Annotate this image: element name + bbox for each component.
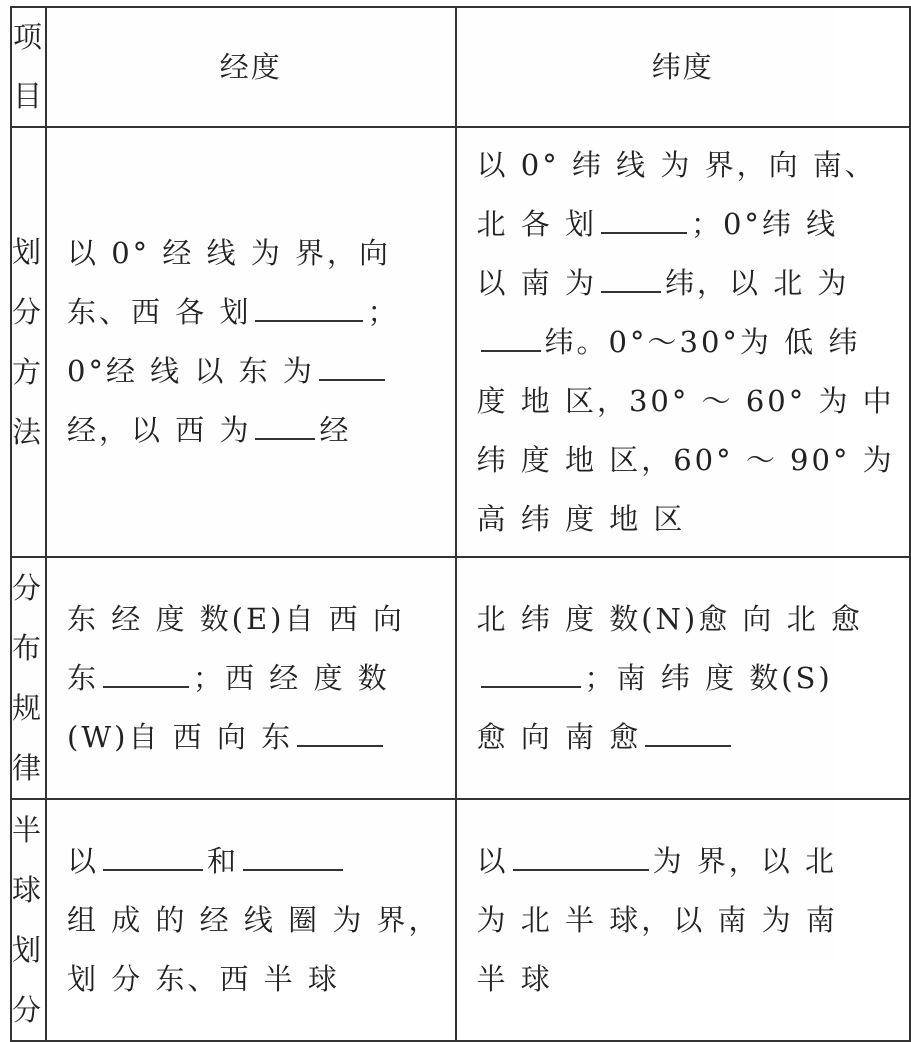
longitude-division-cell	[46, 127, 456, 557]
text-segment: 纬。0°～30°为 低 纬	[544, 324, 861, 359]
text-segment: 以 0° 纬 线 为 界，向 南、	[476, 147, 877, 182]
table-row-hemisphere-division	[11, 799, 910, 1041]
text-segment: 纬 度 地 区，60° ～ 90° 为	[476, 442, 895, 477]
text-segment: 东、西 各 划	[67, 295, 252, 329]
fill-in-blank[interactable]	[243, 833, 343, 871]
latitude-longitude-table	[10, 6, 911, 1042]
row-label-line: 划分	[12, 933, 46, 1027]
longitude-hemisphere-cell	[46, 799, 456, 1041]
longitude-distribution-cell	[46, 557, 456, 799]
row-label-distribution-pattern	[11, 557, 46, 799]
row-label-line: 规律	[12, 691, 46, 785]
row-label-hemisphere-division	[11, 799, 46, 1041]
text-segment: 为 北 半 球，以 南 为 南	[476, 902, 838, 937]
text-segment: 愈 向 南 愈	[476, 719, 642, 754]
text-segment: ；0°纬 线	[690, 206, 839, 241]
text-segment: 半 球	[476, 961, 553, 996]
text-segment: 经，以 西 为	[67, 413, 252, 447]
fill-in-blank[interactable]	[319, 343, 385, 381]
text-segment: ；南 纬 度 数(S)	[584, 660, 833, 695]
text-segment: 北 各 划	[476, 206, 597, 241]
text-segment: 和	[207, 843, 240, 878]
row-label-line: 分布	[12, 571, 46, 665]
fill-in-blank[interactable]	[601, 196, 687, 234]
text-segment: (W)自 西 向 东	[67, 719, 294, 754]
header-latitude: 纬度	[456, 7, 910, 127]
row-label-line: 方法	[12, 355, 46, 449]
text-segment: 以 南 为	[476, 265, 597, 300]
table-header-row	[11, 7, 910, 127]
header-longitude: 经度	[46, 7, 456, 127]
text-segment: ；	[367, 295, 400, 329]
text-segment: 组 成 的 经 线 圈 为 界，	[67, 902, 441, 937]
text-segment: 0°经 线 以 东 为	[67, 354, 315, 388]
row-label-line: 半球	[12, 813, 46, 907]
fill-in-blank[interactable]	[513, 833, 649, 871]
latitude-hemisphere-cell	[456, 799, 910, 1041]
text-segment: 东 经 度 数(E)自 西 向	[67, 601, 405, 636]
text-segment: 以	[476, 843, 509, 878]
text-segment: 度 地 区，30° ～ 60° 为 中	[476, 383, 895, 418]
fill-in-blank[interactable]	[601, 255, 661, 293]
text-segment: 北 纬 度 数(N)愈 向 北 愈	[476, 601, 863, 636]
text-segment: 东	[67, 660, 100, 695]
table-row-division-method	[11, 127, 910, 557]
row-label-division-method	[11, 127, 46, 557]
text-segment: 经	[319, 413, 352, 447]
latitude-distribution-cell	[456, 557, 910, 799]
text-segment: ；西 经 度 数	[193, 660, 390, 695]
fill-in-blank[interactable]	[103, 833, 203, 871]
fill-in-blank[interactable]	[297, 709, 383, 747]
text-segment: 高 纬 度 地 区	[476, 501, 686, 536]
row-label-line: 划分	[12, 235, 46, 329]
text-segment: 以	[67, 843, 100, 878]
fill-in-blank[interactable]	[481, 650, 581, 688]
text-segment: 以 0° 经 线 为 界，向	[67, 236, 392, 270]
fill-in-blank[interactable]	[481, 314, 541, 352]
header-item: 项目	[11, 7, 46, 127]
fill-in-blank[interactable]	[255, 284, 363, 322]
text-segment: 纬，以 北 为	[664, 265, 850, 300]
latitude-division-cell	[456, 127, 910, 557]
text-segment: 划 分 东、西 半 球	[67, 961, 340, 996]
fill-in-blank[interactable]	[103, 650, 189, 688]
fill-in-blank[interactable]	[255, 402, 315, 440]
text-segment: 为 界，以 北	[652, 843, 837, 878]
fill-in-blank[interactable]	[645, 709, 731, 747]
table-row-distribution-pattern	[11, 557, 910, 799]
